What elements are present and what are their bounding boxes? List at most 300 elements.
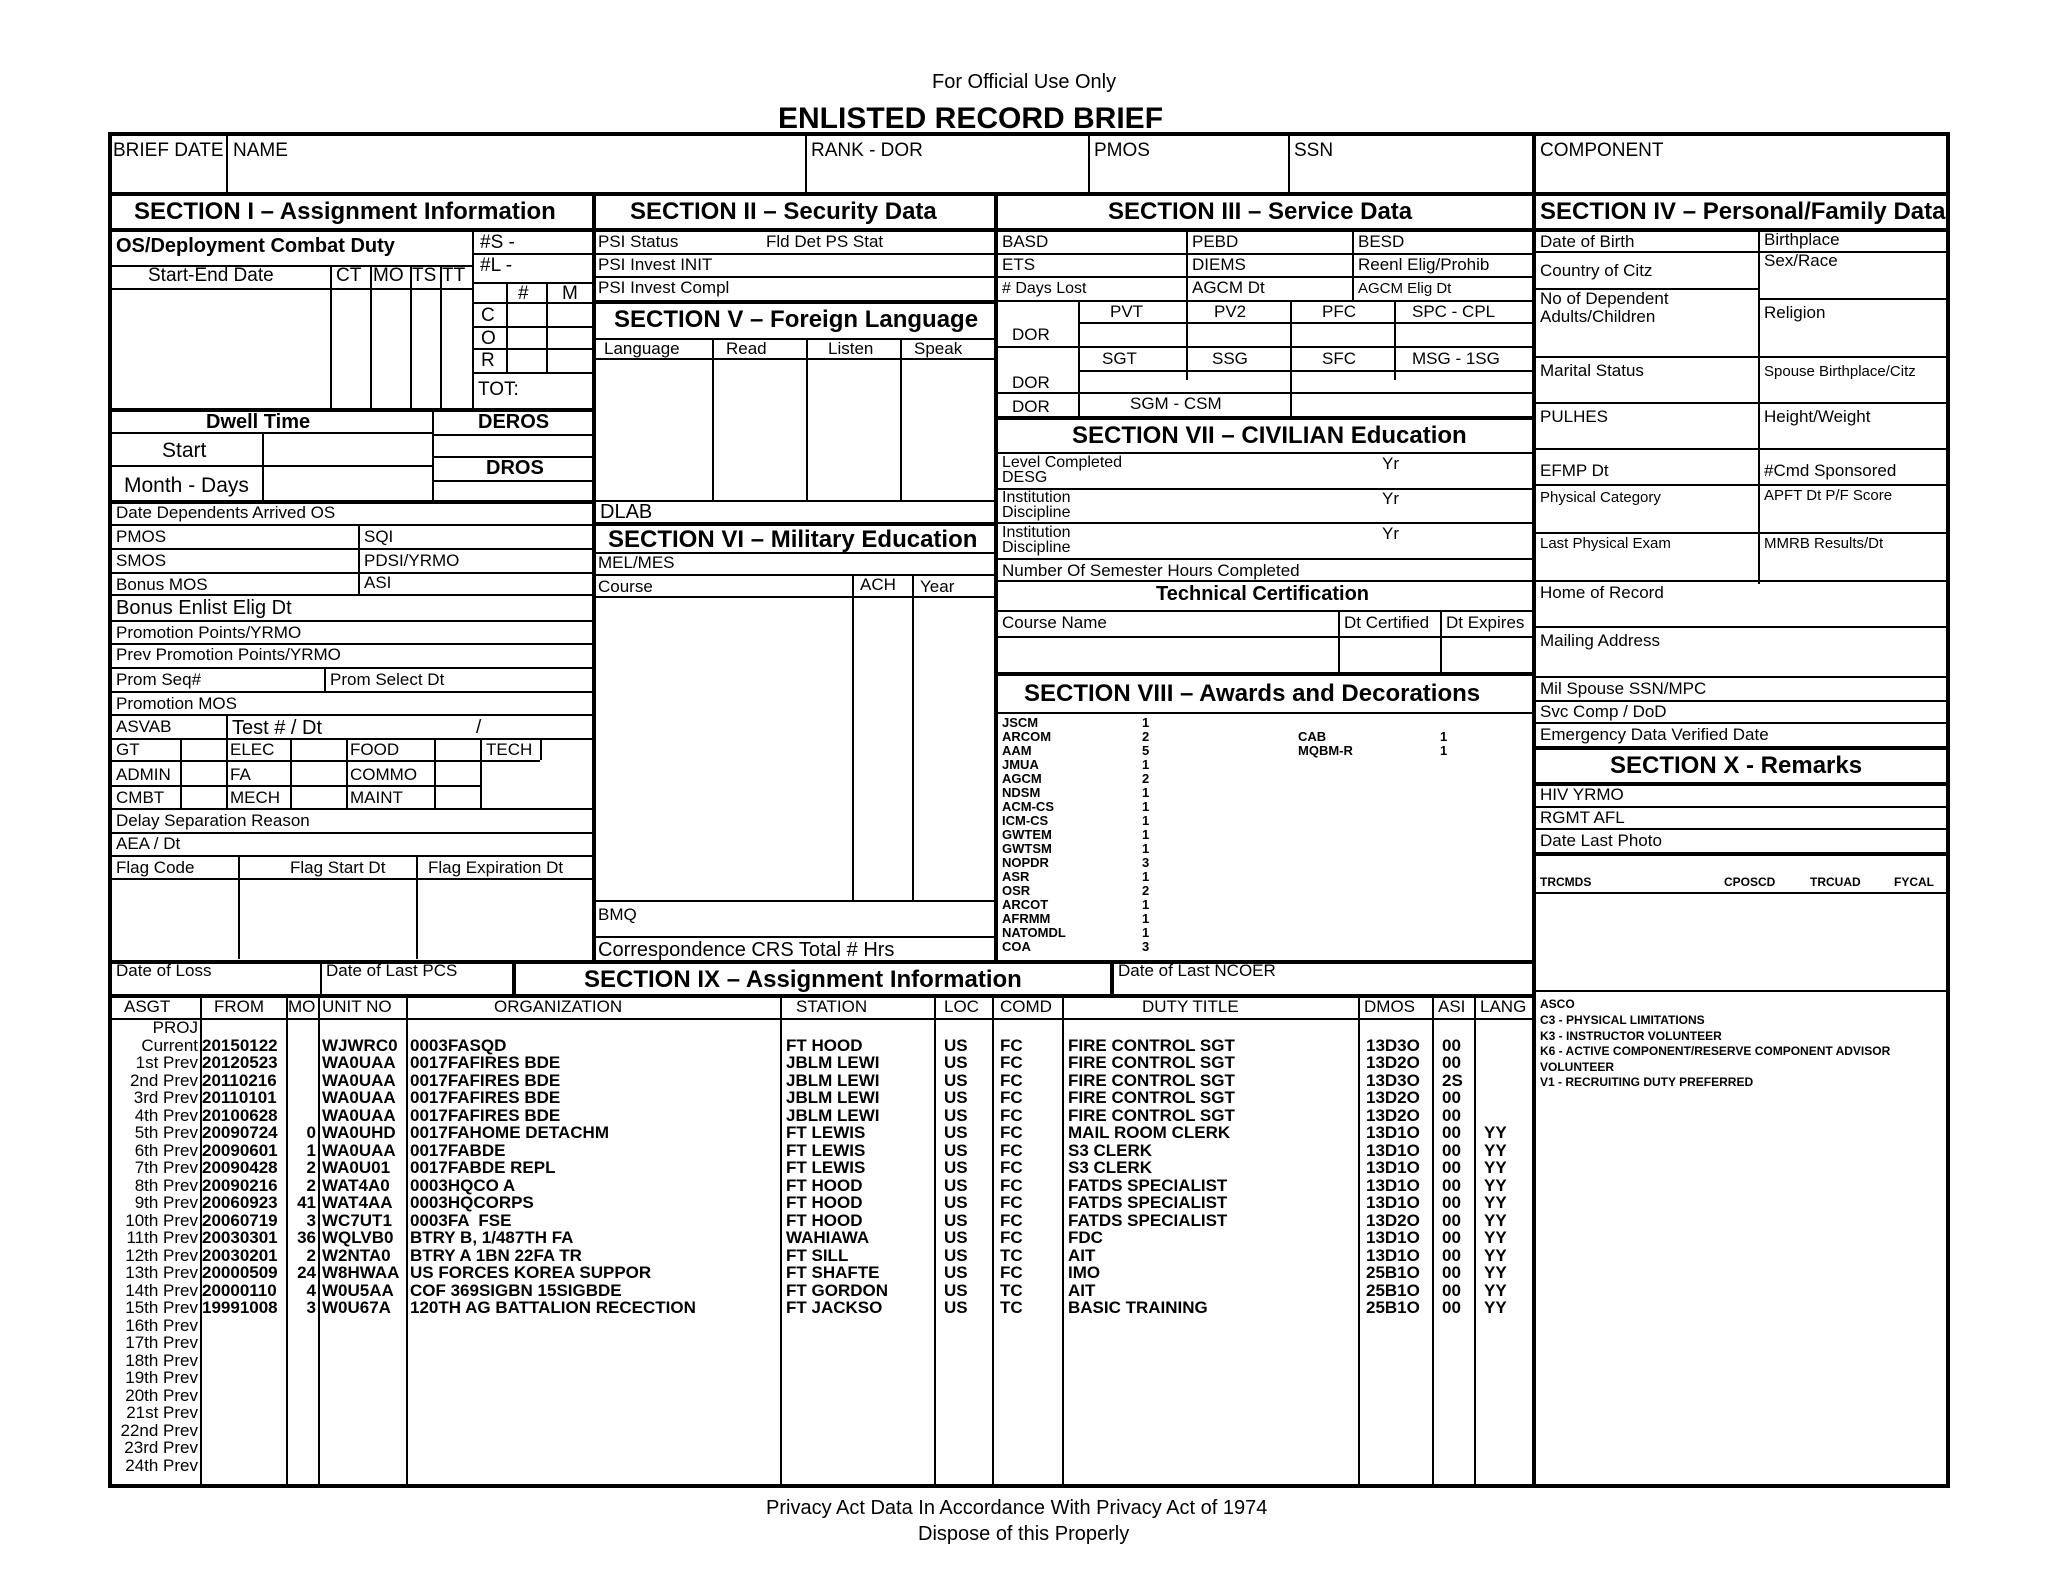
award-count: 1 [1142, 715, 1150, 730]
flag-code-label: Flag Code [116, 858, 195, 877]
os-deployment-label: OS/Deployment Combat Duty [116, 235, 395, 257]
award-name: NATOMDL [1002, 925, 1066, 940]
dor2-label: DOR [1012, 373, 1050, 392]
bmq-label: BMQ [598, 905, 637, 924]
cell-unit: WA0UAA [322, 1105, 396, 1125]
cell-dmos: 25B1O [1366, 1280, 1420, 1300]
cell-comd: TC [1000, 1298, 1023, 1317]
ssn-field: SSN [1294, 140, 1334, 161]
prom-seq-label: Prom Seq# [116, 670, 202, 689]
asgt-label: 1st Prev [135, 1053, 198, 1072]
cell-loc: US [944, 1280, 968, 1300]
cell-comd: TC [1000, 1245, 1023, 1265]
cell-dmos: 13D1O [1366, 1123, 1420, 1142]
semester-hours-label: Number Of Semester Hours Completed [1002, 561, 1300, 580]
award-count: 3 [1142, 939, 1150, 954]
cell-mo: 3 [306, 1210, 316, 1230]
cell-lang: YY [1484, 1263, 1507, 1282]
cell-organization: 0017FABDE [410, 1140, 506, 1160]
asco-item: VOLUNTEER [1540, 1059, 1615, 1074]
col-mo-header: MO [288, 997, 316, 1016]
tot-label: TOT: [478, 379, 519, 400]
cell-from: 20110101 [202, 1088, 277, 1107]
prev-promotion-points-label: Prev Promotion Points/YRMO [116, 645, 341, 664]
efmp-label: EFMP Dt [1540, 461, 1609, 480]
asco-item: K6 - ACTIVE COMPONENT/RESERVE COMPONENT ADVISOR [1540, 1044, 1891, 1058]
col-duty-header: DUTY TITLE [1142, 997, 1239, 1016]
cell-comd: FC [1000, 1035, 1023, 1055]
cell-loc: US [944, 1053, 968, 1072]
speak-label: Speak [914, 339, 963, 358]
cell-unit: WA0UAA [322, 1070, 396, 1090]
tt-label: TT [442, 265, 466, 286]
trcuad-label: TRCUAD [1810, 875, 1861, 889]
cell-loc: US [944, 1140, 968, 1160]
cell-mo: 2 [306, 1245, 316, 1265]
award-name: AAM [1002, 743, 1032, 758]
cell-asi: 00 [1442, 1280, 1461, 1300]
cell-mo: 2 [306, 1175, 316, 1195]
cell-duty: AIT [1068, 1245, 1096, 1265]
cell-mo: 1 [306, 1140, 316, 1160]
dor1-label: DOR [1012, 325, 1050, 344]
physical-category-label: Physical Category [1540, 489, 1661, 506]
asgt-label: 2nd Prev [129, 1070, 198, 1090]
col-comd-header: COMD [1000, 997, 1052, 1016]
cell-unit: WC7UT1 [322, 1210, 392, 1230]
section9-title: SECTION IX – Assignment Information [584, 966, 1022, 993]
cell-unit: W0U5AA [322, 1280, 394, 1300]
col-dmos-header: DMOS [1364, 997, 1415, 1016]
cell-dmos: 25B1O [1366, 1298, 1420, 1317]
cell-lang: YY [1484, 1158, 1507, 1177]
rank-dor-field: RANK - DOR [811, 140, 923, 161]
dependents-label-2: Adults/Children [1540, 307, 1656, 326]
privacy-notice: Privacy Act Data In Accordance With Privacy Act of 1974 [766, 1497, 1268, 1519]
cell-duty: FIRE CONTROL SGT [1068, 1070, 1235, 1090]
cell-unit: WQLVB0 [322, 1228, 394, 1247]
month-days-label: Month - Days [124, 474, 249, 497]
cell-lang: YY [1484, 1175, 1507, 1195]
cell-organization: BTRY A 1BN 22FA TR [410, 1245, 582, 1265]
cell-from: 20030201 [202, 1245, 278, 1265]
cell-dmos: 13D2O [1366, 1105, 1420, 1125]
cell-unit: WAT4A0 [322, 1175, 390, 1195]
language-label: Language [604, 339, 680, 358]
cell-unit: WA0U01 [322, 1158, 391, 1177]
basd-label: BASD [1002, 232, 1049, 251]
cell-organization: 0017FABDE REPL [410, 1158, 556, 1177]
award-count: 2 [1142, 729, 1150, 744]
course-label: Course [598, 577, 653, 596]
cell-loc: US [944, 1210, 968, 1230]
test-slash: / [476, 717, 482, 738]
section8-title: SECTION VIII – Awards and Decorations [1024, 680, 1481, 707]
cell-dmos: 13D1O [1366, 1175, 1420, 1195]
mech-label: MECH [230, 788, 281, 807]
cell-duty: MAIL ROOM CLERK [1068, 1123, 1231, 1142]
ach-label: ACH [860, 575, 896, 594]
award-count: 1 [1142, 925, 1150, 940]
height-weight-label: Height/Weight [1764, 407, 1871, 426]
col-station-header: STATION [796, 997, 868, 1016]
col-asgt-header: ASGT [124, 997, 171, 1016]
desg-label: DESG [1002, 469, 1048, 486]
birthplace-label: Birthplace [1764, 230, 1840, 249]
asgt-label: 20th Prev [125, 1385, 198, 1405]
cell-organization: 0003FA FSE [410, 1210, 512, 1230]
sqi-label: SQI [364, 527, 394, 546]
cell-from: 20120523 [202, 1053, 278, 1072]
cposcd-label: CPOSCD [1724, 875, 1776, 889]
cell-mo: 36 [297, 1228, 316, 1247]
cell-from: 20150122 [202, 1035, 278, 1055]
institution1-label: Institution [1002, 489, 1071, 506]
cell-station: JBLM LEWI [786, 1088, 880, 1107]
cell-duty: IMO [1068, 1263, 1101, 1282]
cell-dmos: 13D3O [1366, 1070, 1420, 1090]
cell-asi: 00 [1442, 1193, 1461, 1212]
cell-unit: W8HWAA [322, 1263, 400, 1282]
s1-pmos-label: PMOS [116, 527, 167, 546]
pebd-label: PEBD [1192, 232, 1239, 251]
cell-duty: FIRE CONTROL SGT [1068, 1088, 1235, 1107]
dwell-time-label: Dwell Time [206, 411, 311, 433]
cell-dmos: 13D1O [1366, 1158, 1420, 1177]
cell-station: FT LEWIS [786, 1123, 866, 1142]
agcm-dt-label: AGCM Dt [1192, 278, 1265, 297]
ssg-label: SSG [1212, 349, 1248, 368]
section6-title: SECTION VI – Military Education [608, 526, 978, 553]
asco-item: C3 - PHYSICAL LIMITATIONS [1540, 1013, 1705, 1027]
cell-dmos: 13D2O [1366, 1210, 1420, 1230]
cell-duty: FATDS SPECIALIST [1068, 1193, 1228, 1212]
cell-asi: 00 [1442, 1088, 1461, 1107]
cell-unit: W0U67A [322, 1298, 391, 1317]
cell-station: JBLM LEWI [786, 1070, 880, 1090]
days-lost-label: # Days Lost [1002, 280, 1087, 297]
cell-lang: YY [1484, 1193, 1507, 1212]
fa-label: FA [230, 765, 251, 784]
cmbt-label: CMBT [116, 788, 165, 807]
dlab-label: DLAB [600, 501, 653, 523]
cell-organization: 0003FASQD [410, 1035, 507, 1055]
cell-station: FT SHAFTE [786, 1263, 880, 1282]
besd-label: BESD [1358, 232, 1405, 251]
sgm-csm-label: SGM - CSM [1130, 394, 1222, 413]
cell-lang: YY [1484, 1245, 1507, 1265]
award-name: NOPDR [1002, 855, 1049, 870]
section5-title: SECTION V – Foreign Language [614, 306, 979, 333]
award-count: 2 [1142, 883, 1150, 898]
asgt-label: Current [141, 1035, 198, 1055]
cell-loc: US [944, 1193, 968, 1212]
trcmds-label: TRCMDS [1540, 875, 1592, 889]
cell-station: FT HOOD [786, 1210, 863, 1230]
award-name: GWTSM [1002, 841, 1052, 856]
award-count: 1 [1142, 813, 1150, 828]
cell-comd: FC [1000, 1105, 1023, 1125]
cell-loc: US [944, 1298, 968, 1317]
award-name: COA [1002, 939, 1031, 954]
cell-comd: FC [1000, 1158, 1023, 1177]
component-field: COMPONENT [1540, 140, 1664, 161]
mmrb-label: MMRB Results/Dt [1764, 535, 1884, 552]
cell-unit: WA0UHD [322, 1123, 396, 1142]
cell-unit: WJWRC0 [322, 1035, 398, 1055]
dob-label: Date of Birth [1540, 232, 1635, 251]
section3-title: SECTION III – Service Data [1108, 198, 1413, 225]
cell-asi: 00 [1442, 1035, 1461, 1055]
pv2-label: PV2 [1214, 302, 1247, 321]
cell-from: 20090724 [202, 1123, 278, 1142]
cell-asi: 00 [1442, 1158, 1461, 1177]
cell-comd: FC [1000, 1088, 1023, 1107]
cell-station: FT LEWIS [786, 1158, 866, 1177]
col-lang-header: LANG [1480, 997, 1527, 1016]
fld-det-label: Fld Det PS Stat [766, 232, 884, 251]
cell-asi: 00 [1442, 1228, 1461, 1247]
cell-duty: FIRE CONTROL SGT [1068, 1053, 1235, 1072]
cell-loc: US [944, 1123, 968, 1142]
cell-organization: 0017FAFIRES BDE [410, 1105, 561, 1125]
asgt-label: 5th Prev [134, 1123, 198, 1142]
promotion-mos-label: Promotion MOS [116, 694, 237, 713]
cell-unit: WA0UAA [322, 1053, 396, 1072]
apft-label: APFT Dt P/F Score [1764, 487, 1893, 504]
cell-dmos: 13D3O [1366, 1035, 1420, 1055]
yr1-label: Yr [1382, 454, 1399, 473]
m-label: M [562, 283, 578, 304]
cell-dmos: 25B1O [1366, 1263, 1420, 1282]
asgt-column [110, 1019, 198, 1474]
asgt-label: 9th Prev [134, 1193, 198, 1212]
smos-label: SMOS [116, 551, 167, 570]
cell-unit: W2NTA0 [322, 1245, 391, 1265]
msg-1sg-label: MSG - 1SG [1412, 349, 1500, 368]
award-name: GWTEM [1002, 827, 1052, 842]
cell-lang: YY [1484, 1140, 1507, 1160]
bonus-mos-label: Bonus MOS [116, 575, 208, 594]
page-title: ENLISTED RECORD BRIEF [778, 102, 1164, 135]
religion-label: Religion [1764, 303, 1826, 322]
discipline2-label: Discipline [1002, 539, 1071, 556]
dt-expires-label: Dt Expires [1446, 613, 1525, 632]
home-of-record-label: Home of Record [1540, 583, 1664, 602]
cell-from: 19991008 [202, 1298, 278, 1317]
asgt-label: 6th Prev [134, 1140, 198, 1160]
flag-start-label: Flag Start Dt [290, 858, 386, 877]
cell-organization: BTRY B, 1/487TH FA [410, 1228, 574, 1247]
cell-duty: BASIC TRAINING [1068, 1298, 1208, 1317]
svc-comp-label: Svc Comp / DoD [1540, 702, 1667, 721]
award-name: JMUA [1002, 757, 1039, 772]
cell-lang: YY [1484, 1298, 1507, 1317]
course-name-label: Course Name [1002, 613, 1107, 632]
cell-mo: 3 [306, 1298, 316, 1317]
asgt-label: 21st Prev [126, 1403, 198, 1422]
asco-item: V1 - RECRUITING DUTY PREFERRED [1540, 1075, 1754, 1089]
yr3-label: Yr [1382, 524, 1399, 543]
psi-init-label: PSI Invest INIT [598, 255, 713, 274]
cell-loc: US [944, 1088, 968, 1107]
award-name: MQBM-R [1298, 743, 1353, 758]
emergency-label: Emergency Data Verified Date [1540, 725, 1769, 744]
award-name: ASR [1002, 869, 1030, 884]
brief-date-field: BRIEF DATE [113, 140, 224, 161]
cell-station: JBLM LEWI [786, 1053, 880, 1072]
cell-unit: WA0UAA [322, 1140, 396, 1160]
cell-loc: US [944, 1070, 968, 1090]
promotion-points-label: Promotion Points/YRMO [116, 623, 302, 642]
cell-asi: 00 [1442, 1175, 1461, 1195]
dros-label: DROS [486, 457, 544, 479]
asgt-label: 24th Prev [125, 1455, 198, 1475]
commo-label: COMMO [350, 765, 418, 784]
cell-dmos: 13D1O [1366, 1140, 1420, 1160]
date-last-photo-label: Date Last Photo [1540, 831, 1662, 850]
cell-asi: 00 [1442, 1298, 1461, 1317]
pdsi-label: PDSI/YRMO [364, 551, 460, 570]
section10-title: SECTION X - Remarks [1610, 752, 1863, 779]
start-label: Start [162, 439, 207, 462]
flag-expiration-label: Flag Expiration Dt [428, 858, 564, 877]
cell-comd: FC [1000, 1053, 1023, 1072]
cell-station: FT GORDON [786, 1280, 888, 1300]
cell-from: 20000110 [202, 1280, 277, 1300]
award-name: ACM-CS [1002, 799, 1054, 814]
section4-title: SECTION IV – Personal/Family Data [1540, 198, 1946, 225]
reenl-label: Reenl Elig/Prohib [1358, 255, 1490, 274]
asgt-label: 11th Prev [126, 1228, 198, 1247]
cell-loc: US [944, 1035, 968, 1055]
cell-loc: US [944, 1158, 968, 1177]
section2-title: SECTION II – Security Data [630, 198, 937, 225]
award-count: 1 [1142, 799, 1150, 814]
cell-comd: FC [1000, 1228, 1023, 1247]
maint-label: MAINT [350, 788, 403, 807]
cell-comd: FC [1000, 1193, 1023, 1212]
cell-unit: WAT4AA [322, 1193, 393, 1212]
diems-label: DIEMS [1192, 255, 1246, 274]
cell-station: FT JACKSO [786, 1298, 883, 1317]
cell-station: FT HOOD [786, 1035, 863, 1055]
award-count: 1 [1142, 785, 1150, 800]
cell-comd: FC [1000, 1210, 1023, 1230]
cell-asi: 00 [1442, 1245, 1461, 1265]
rgmt-label: RGMT AFL [1540, 808, 1625, 827]
cell-organization: 0017FAHOME DETACHM [410, 1123, 609, 1142]
cell-station: WAHIAWA [786, 1228, 870, 1247]
asgt-label: 13th Prev [125, 1263, 198, 1282]
asgt-label: 7th Prev [134, 1158, 198, 1177]
read-label: Read [726, 339, 767, 358]
sgt-label: SGT [1102, 349, 1137, 368]
cell-organization: 0017FAFIRES BDE [410, 1053, 561, 1072]
cell-organization: 0003HQCO A [410, 1175, 516, 1195]
award-count: 1 [1440, 729, 1448, 744]
cell-organization: 120TH AG BATTALION RECECTION [410, 1298, 696, 1317]
cell-dmos: 13D1O [1366, 1228, 1420, 1247]
cell-asi: 00 [1442, 1140, 1461, 1160]
cell-organization: 0017FAFIRES BDE [410, 1070, 561, 1090]
cell-from: 20060719 [202, 1210, 278, 1230]
col-from-header: FROM [214, 997, 265, 1016]
award-name: NDSM [1002, 785, 1041, 800]
cell-asi: 00 [1442, 1053, 1461, 1072]
award-count: 1 [1142, 897, 1150, 912]
last-physical-label: Last Physical Exam [1540, 535, 1671, 552]
bonus-enlist-label: Bonus Enlist Elig Dt [116, 597, 292, 619]
pmos-field: PMOS [1094, 140, 1150, 161]
asi-label: ASI [364, 573, 392, 592]
citz-label: Country of Citz [1540, 261, 1653, 280]
cell-from: 20090428 [202, 1158, 278, 1177]
cell-from: 20030301 [202, 1228, 278, 1247]
psi-compl-label: PSI Invest Compl [598, 278, 730, 297]
cell-loc: US [944, 1228, 968, 1247]
asgt-label: 18th Prev [125, 1350, 198, 1370]
correspondence-label: Correspondence CRS Total # Hrs [598, 939, 895, 961]
spouse-birthplace-label: Spouse Birthplace/Citz [1764, 363, 1916, 380]
start-end-date-label: Start-End Date [148, 265, 274, 286]
delay-separation-label: Delay Separation Reason [116, 811, 310, 830]
cell-mo: 0 [306, 1123, 316, 1142]
asgt-label: 22nd Prev [120, 1420, 198, 1440]
deros-label: DEROS [478, 411, 550, 433]
dor3-label: DOR [1012, 397, 1050, 416]
cell-mo: 24 [297, 1263, 316, 1282]
aea-dt-label: AEA / Dt [116, 834, 181, 853]
asgt-label: 23rd Prev [124, 1438, 198, 1457]
cell-duty: FDC [1068, 1228, 1103, 1247]
col-unit-header: UNIT NO [322, 997, 392, 1016]
ets-label: ETS [1002, 255, 1036, 274]
cell-comd: FC [1000, 1070, 1023, 1090]
award-count: 2 [1142, 771, 1150, 786]
cell-organization: COF 369SIGBN 15SIGBDE [410, 1280, 622, 1300]
ts-label: TS [412, 265, 437, 286]
name-field: NAME [233, 140, 288, 161]
r-label: R [481, 350, 495, 371]
date-last-ncoer-label: Date of Last NCOER [1118, 961, 1276, 980]
sex-race-label: Sex/Race [1764, 251, 1838, 270]
mil-spouse-label: Mil Spouse SSN/MPC [1540, 679, 1707, 698]
asgt-label: 4th Prev [134, 1105, 198, 1125]
psi-status-label: PSI Status [598, 232, 679, 251]
col-asi-header: ASI [1438, 997, 1466, 1016]
asgt-label: PROJ [152, 1018, 198, 1037]
award-count: 5 [1142, 743, 1150, 758]
year-label: Year [920, 577, 955, 596]
o-label: O [481, 328, 496, 349]
award-name: AGCM [1002, 771, 1042, 786]
award-name: AFRMM [1002, 911, 1051, 926]
cell-from: 20090216 [202, 1175, 278, 1195]
tech-cert-label: Technical Certification [1156, 583, 1370, 605]
asgt-label: 8th Prev [134, 1175, 198, 1195]
pulhes-label: PULHES [1540, 407, 1609, 426]
cell-lang: YY [1484, 1280, 1507, 1300]
asgt-label: 10th Prev [125, 1210, 198, 1230]
listen-label: Listen [828, 339, 874, 358]
award-name: CAB [1298, 729, 1327, 744]
cell-mo: 41 [297, 1193, 316, 1212]
asco-title: ASCO [1540, 997, 1575, 1011]
agcm-elig-label: AGCM Elig Dt [1358, 280, 1452, 297]
cell-station: FT LEWIS [786, 1140, 866, 1160]
test-dt-label: Test # / Dt [232, 717, 323, 739]
